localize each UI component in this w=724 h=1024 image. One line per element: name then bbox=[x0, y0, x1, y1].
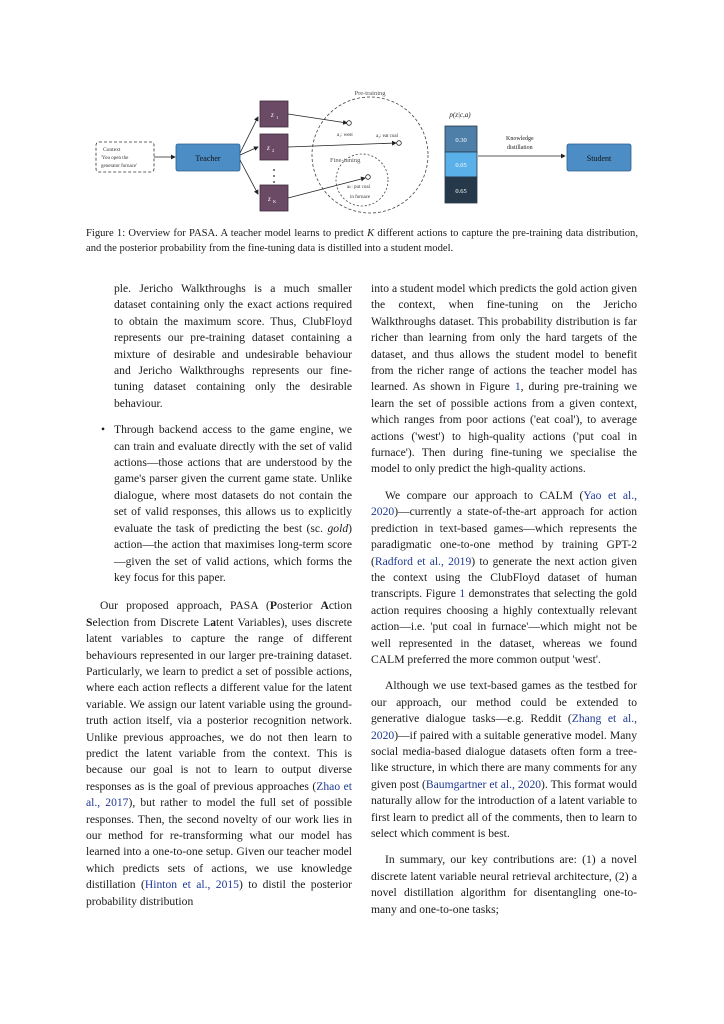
citation-link[interactable]: Radford et al., 2019 bbox=[374, 554, 472, 568]
bullet-item: • Through backend access to the game engine, we can train and evaluate directly with the set of valid actions—those actions that are understood by the game's parser given the current game state. Unlike dialogue, where most datasets do not contain the set of valid responses, this allows us to explicitly evaluate the task of predicting the best (sc. gold) action—the action that maximises long-term score—given the set of valid actions, which forms the key focus for this paper. bbox=[86, 422, 352, 586]
svg-text:in furnace: in furnace bbox=[350, 195, 371, 200]
svg-text:K: K bbox=[273, 199, 277, 204]
figure-ref-link[interactable]: 1 bbox=[514, 380, 521, 394]
paragraph: In summary, our key contributions are: (1) a novel discrete latent variable neural retrieval architecture, (2) a novel distillation algorithm for disentangling one-to-many and one-to-one tasks; bbox=[371, 853, 637, 916]
distillation-label: Knowledge bbox=[506, 136, 534, 142]
prob-value: 0.65 bbox=[455, 188, 467, 195]
bullet-list bbox=[86, 422, 352, 586]
citation-link[interactable]: Zhang et al., 2020 bbox=[371, 712, 637, 742]
overview-figure bbox=[0, 0, 724, 215]
figure-caption: Figure 1: Overview for PASA. A teacher model learns to predict K different actions to capture the pre-training data distribution, and the posterior probability from the fine-tuning data is distilled into a student model. bbox=[86, 228, 638, 254]
prob-label: p(z|c,a) bbox=[449, 111, 471, 119]
svg-text:z: z bbox=[271, 111, 274, 119]
citation-link[interactable]: Yao et al., 2020 bbox=[371, 488, 637, 519]
action-ak: aₖ: put coal bbox=[347, 185, 370, 190]
paragraph: ple. Jericho Walkthroughs is a much smaller dataset containing only the exact actions required to obtain the maximum score. Thus, ClubFloyd represents our pre-training dataset containing a mixture of desirable and undesirable behaviour and Jericho Walkthroughs represents our fine-tuning dataset containing only the desirable behaviour. bbox=[114, 282, 352, 410]
prob-column bbox=[445, 126, 477, 203]
paragraph: We compare our approach to CALM (Yao et al., 2020)—currently a state-of-the-art approach for action prediction in text-based games—which represents the paradigmatic one-to-one method by training GPT-2 (Radford et al., 2019) to generate the next action given the context using the ClubFloyd dataset of human transcripts. Figure 1 demonstrates that selecting the gold action requires choosing a highly contextually relevant action—i.e. 'put coal in furnace'—which might not be well represented in the dataset, whereas we found CALM preferred the more common output 'west'. bbox=[371, 488, 637, 666]
citation-link[interactable]: Hinton et al., 2015 bbox=[144, 878, 239, 892]
pretraining-label: Pre-training bbox=[354, 90, 386, 97]
svg-text:1: 1 bbox=[276, 115, 279, 120]
paragraph: Our proposed approach, PASA (Posterior Action Selection from Discrete Latent Variables), uses discrete latent variables to capture the range of different behaviours represented in our larger pre-training dataset. Particularly, we learn to predict a set of possible actions, where each action reflects a different value for the latent variable. We assign our latent variable using the ground-truth action itself, via a posterior recognition network. Unlike previous approaches, we do not then learn to predict the latent variable from the context. This is because our goal is not to learn to output diverse responses as is the goal of previous approaches (Zhao et al., 2017), but rather to model the full set of possible responses. Then, the second novelty of our work lies in our method for re-transforming what our model has learned into a one-to-one setup. Given our teacher model which predicts sets of actions, we use knowledge distillation (Hinton et al., 2015) to distil the posterior probability distribution bbox=[86, 599, 353, 908]
teacher-label: Teacher bbox=[195, 154, 221, 163]
teacher-box bbox=[176, 144, 240, 171]
student-label: Student bbox=[586, 154, 612, 163]
left-column bbox=[86, 281, 352, 910]
finetuning-label: Fine-tuning bbox=[330, 157, 361, 164]
action-a2: a₂: eat coal bbox=[376, 134, 399, 139]
student-box bbox=[567, 144, 631, 171]
latent-z2 bbox=[260, 134, 288, 160]
paragraph: into a student model which predicts the gold action given the context, when fine-tuning on the Jericho Walkthroughs dataset. This probability distribution is far richer than learning from only the hard targets of the dataset, and thus allows the student model to benefit from the richer range of actions the teacher model has learned. As shown in Figure 1, during pre-training we learn the set of possible actions from a given context, which ranges from poor actions ('eat coal'), to average actions ('west') to high-quality actions ('put coal in furnace'). Then during fine-tuning we specialise the model to only predict the high-quality actions. bbox=[371, 282, 638, 476]
right-column bbox=[371, 281, 637, 918]
latent-z1 bbox=[260, 101, 288, 127]
context-label: Context bbox=[103, 147, 121, 153]
svg-text:'You open the: 'You open the bbox=[101, 156, 129, 161]
svg-text:distillation: distillation bbox=[507, 145, 533, 151]
svg-text:z: z bbox=[268, 195, 271, 203]
citation-link[interactable]: Baumgartner et al., 2020 bbox=[425, 777, 542, 791]
action-a1: a₁: west bbox=[337, 133, 353, 138]
paragraph: Although we use text-based games as the testbed for our approach, our method could be extended to generative dialogue tasks—e.g. Reddit (Zhang et al., 2020)—if paired with a suitable generative model. Many social media-based dialogue datasets often form a tree-like structure, in which there are many comments for any given post (Baumgartner et al., 2020). This format would naturally allow for the introduction of a latent variable to first learn to predict all of the comments, then to learn to select which comment is best. bbox=[371, 679, 638, 840]
prob-value: 0.30 bbox=[455, 137, 467, 144]
svg-text:generator furnace': generator furnace' bbox=[101, 164, 138, 169]
latent-zk bbox=[260, 185, 288, 211]
latent-dots bbox=[273, 169, 275, 183]
svg-text:2: 2 bbox=[272, 148, 275, 153]
citation-link[interactable]: Zhao et al., 2017 bbox=[86, 779, 352, 810]
svg-text:z: z bbox=[267, 144, 270, 152]
context-box bbox=[96, 142, 154, 172]
figure-ref-link[interactable]: 1 bbox=[459, 587, 466, 601]
prob-value: 0.05 bbox=[455, 162, 467, 169]
